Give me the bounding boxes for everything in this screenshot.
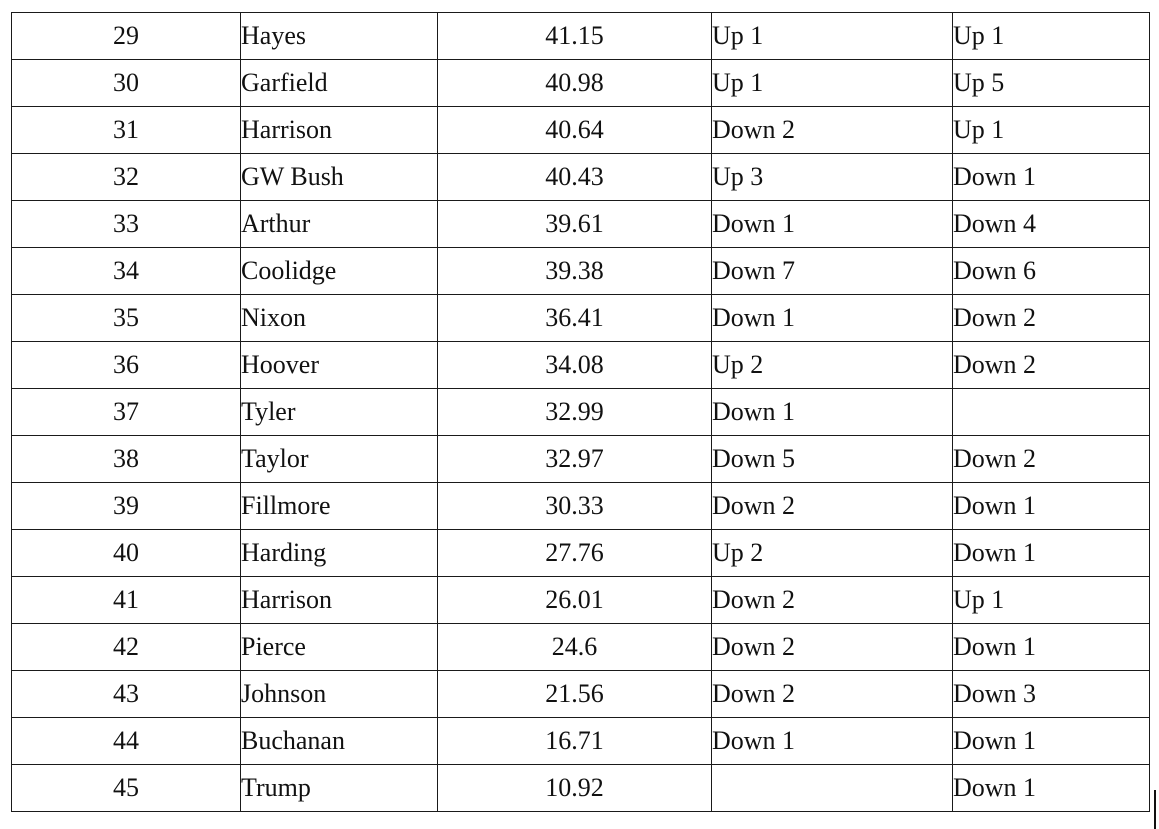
- score-cell: 41.15: [438, 13, 712, 60]
- rank-cell: 38: [12, 436, 241, 483]
- change-b-cell: Up 1: [953, 13, 1150, 60]
- change-a-cell: Down 2: [712, 577, 953, 624]
- name-cell: GW Bush: [241, 154, 438, 201]
- change-a-cell: Up 2: [712, 342, 953, 389]
- rank-cell: 31: [12, 107, 241, 154]
- score-cell: 24.6: [438, 624, 712, 671]
- change-b-cell: Up 1: [953, 107, 1150, 154]
- rank-cell: 34: [12, 248, 241, 295]
- score-cell: 39.61: [438, 201, 712, 248]
- table-row: [12, 436, 1150, 483]
- name-cell: Nixon: [241, 295, 438, 342]
- change-a-cell: Down 1: [712, 718, 953, 765]
- change-b-cell: Down 2: [953, 295, 1150, 342]
- change-a-cell: Down 2: [712, 671, 953, 718]
- name-cell: Hayes: [241, 13, 438, 60]
- change-a-cell: Down 1: [712, 201, 953, 248]
- rank-cell: 41: [12, 577, 241, 624]
- rankings-table-body: [12, 13, 1150, 812]
- score-cell: 40.98: [438, 60, 712, 107]
- table-row: [12, 577, 1150, 624]
- score-cell: 27.76: [438, 530, 712, 577]
- change-a-cell: Down 5: [712, 436, 953, 483]
- change-b-cell: Down 1: [953, 765, 1150, 812]
- score-cell: 21.56: [438, 671, 712, 718]
- change-a-cell: Up 1: [712, 13, 953, 60]
- score-cell: 32.99: [438, 389, 712, 436]
- name-cell: Pierce: [241, 624, 438, 671]
- table-row: [12, 530, 1150, 577]
- name-cell: Coolidge: [241, 248, 438, 295]
- change-a-cell: [712, 765, 953, 812]
- table-row: [12, 671, 1150, 718]
- rank-cell: 32: [12, 154, 241, 201]
- rankings-table: [11, 12, 1150, 812]
- name-cell: Harrison: [241, 577, 438, 624]
- table-row: [12, 389, 1150, 436]
- name-cell: Trump: [241, 765, 438, 812]
- change-b-cell: [953, 389, 1150, 436]
- rank-cell: 40: [12, 530, 241, 577]
- rank-cell: 33: [12, 201, 241, 248]
- rank-cell: 37: [12, 389, 241, 436]
- change-a-cell: Down 1: [712, 295, 953, 342]
- change-a-cell: Down 1: [712, 389, 953, 436]
- name-cell: Johnson: [241, 671, 438, 718]
- rank-cell: 43: [12, 671, 241, 718]
- table-row: [12, 624, 1150, 671]
- score-cell: 36.41: [438, 295, 712, 342]
- rank-cell: 35: [12, 295, 241, 342]
- score-cell: 39.38: [438, 248, 712, 295]
- change-b-cell: Down 2: [953, 436, 1150, 483]
- score-cell: 30.33: [438, 483, 712, 530]
- change-b-cell: Down 1: [953, 483, 1150, 530]
- name-cell: Fillmore: [241, 483, 438, 530]
- table-row: [12, 154, 1150, 201]
- name-cell: Garfield: [241, 60, 438, 107]
- rank-cell: 29: [12, 13, 241, 60]
- name-cell: Tyler: [241, 389, 438, 436]
- rank-cell: 42: [12, 624, 241, 671]
- table-row: [12, 718, 1150, 765]
- change-a-cell: Down 2: [712, 624, 953, 671]
- change-b-cell: Down 6: [953, 248, 1150, 295]
- change-b-cell: Down 3: [953, 671, 1150, 718]
- edge-line: [1154, 790, 1156, 829]
- change-a-cell: Up 3: [712, 154, 953, 201]
- change-b-cell: Down 2: [953, 342, 1150, 389]
- change-b-cell: Up 1: [953, 577, 1150, 624]
- score-cell: 34.08: [438, 342, 712, 389]
- score-cell: 40.64: [438, 107, 712, 154]
- change-a-cell: Down 7: [712, 248, 953, 295]
- score-cell: 10.92: [438, 765, 712, 812]
- score-cell: 16.71: [438, 718, 712, 765]
- rank-cell: 45: [12, 765, 241, 812]
- table-row: [12, 483, 1150, 530]
- rank-cell: 30: [12, 60, 241, 107]
- name-cell: Harrison: [241, 107, 438, 154]
- change-a-cell: Up 2: [712, 530, 953, 577]
- change-a-cell: Up 1: [712, 60, 953, 107]
- score-cell: 40.43: [438, 154, 712, 201]
- name-cell: Hoover: [241, 342, 438, 389]
- table-row: [12, 765, 1150, 812]
- table-row: [12, 13, 1150, 60]
- change-b-cell: Down 1: [953, 718, 1150, 765]
- score-cell: 32.97: [438, 436, 712, 483]
- change-b-cell: Down 4: [953, 201, 1150, 248]
- table-row: [12, 107, 1150, 154]
- name-cell: Taylor: [241, 436, 438, 483]
- rank-cell: 44: [12, 718, 241, 765]
- change-b-cell: Up 5: [953, 60, 1150, 107]
- table-row: [12, 60, 1150, 107]
- name-cell: Arthur: [241, 201, 438, 248]
- table-row: [12, 248, 1150, 295]
- change-b-cell: Down 1: [953, 624, 1150, 671]
- rank-cell: 36: [12, 342, 241, 389]
- table-row: [12, 295, 1150, 342]
- name-cell: Buchanan: [241, 718, 438, 765]
- change-a-cell: Down 2: [712, 483, 953, 530]
- table-row: [12, 201, 1150, 248]
- change-b-cell: Down 1: [953, 530, 1150, 577]
- score-cell: 26.01: [438, 577, 712, 624]
- rank-cell: 39: [12, 483, 241, 530]
- change-b-cell: Down 1: [953, 154, 1150, 201]
- name-cell: Harding: [241, 530, 438, 577]
- table-row: [12, 342, 1150, 389]
- change-a-cell: Down 2: [712, 107, 953, 154]
